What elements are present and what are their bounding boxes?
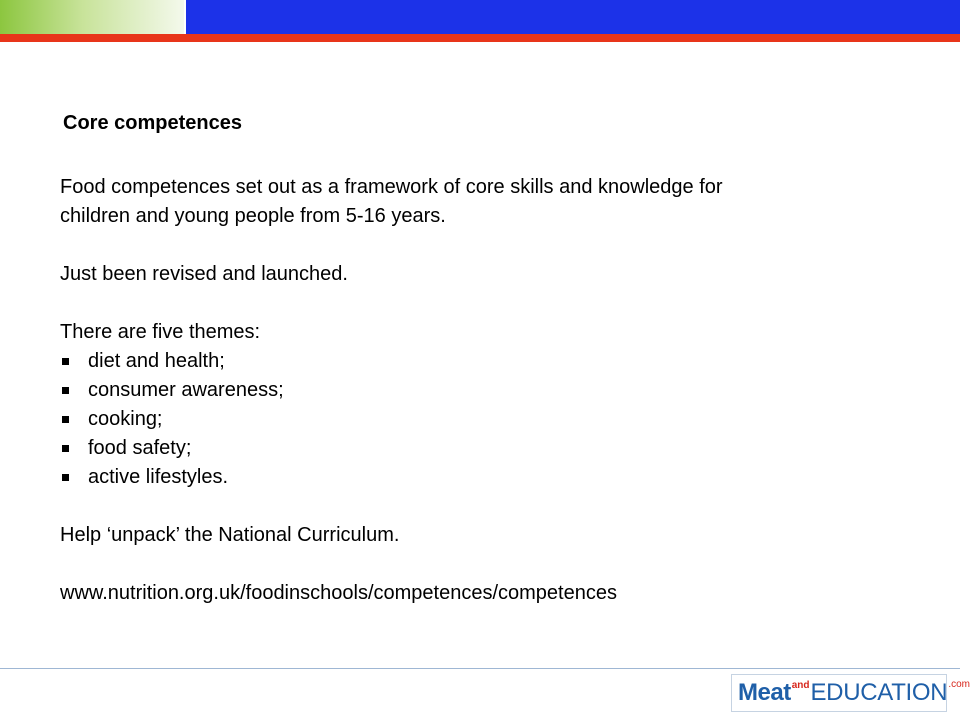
theme-label: consumer awareness;	[88, 379, 284, 401]
logo-and-text: and	[791, 680, 810, 691]
footer-rule	[0, 668, 960, 669]
logo-meat-text: Meat	[738, 679, 791, 706]
list-item	[60, 347, 760, 376]
spacer	[60, 231, 760, 260]
list-item	[60, 463, 760, 492]
themes-list	[60, 347, 760, 492]
theme-label: cooking;	[88, 408, 163, 430]
square-bullet-icon	[62, 387, 69, 394]
square-bullet-icon	[62, 445, 69, 452]
revised-paragraph: Just been revised and launched.	[60, 263, 348, 285]
header-gradient-block	[0, 0, 184, 34]
theme-label: diet and health;	[88, 350, 225, 372]
meat-and-education-logo	[731, 674, 970, 712]
square-bullet-icon	[62, 358, 69, 365]
intro-paragraph: Food competences set out as a framework of core skills and knowledge for children and young people from 5-16 years.	[60, 176, 723, 227]
logo-education-text: EDUCATION	[810, 679, 948, 706]
logo-com-text: .com	[948, 679, 970, 690]
theme-label: food safety;	[88, 437, 192, 459]
header-red-stripe	[0, 34, 960, 42]
square-bullet-icon	[62, 416, 69, 423]
competences-url: www.nutrition.org.uk/foodinschools/competences/competences	[60, 582, 617, 604]
spacer	[60, 289, 760, 318]
spacer	[60, 492, 760, 521]
curriculum-paragraph: Help ‘unpack’ the National Curriculum.	[60, 524, 400, 546]
list-item	[60, 434, 760, 463]
slide-title: Core competences	[63, 112, 242, 134]
square-bullet-icon	[62, 474, 69, 481]
header-bar	[0, 0, 960, 43]
list-item	[60, 405, 760, 434]
slide-body	[60, 173, 760, 608]
spacer	[60, 550, 760, 579]
header-blue-band	[186, 0, 960, 34]
list-item	[60, 376, 760, 405]
themes-intro: There are five themes:	[60, 321, 261, 343]
theme-label: active lifestyles.	[88, 466, 229, 488]
